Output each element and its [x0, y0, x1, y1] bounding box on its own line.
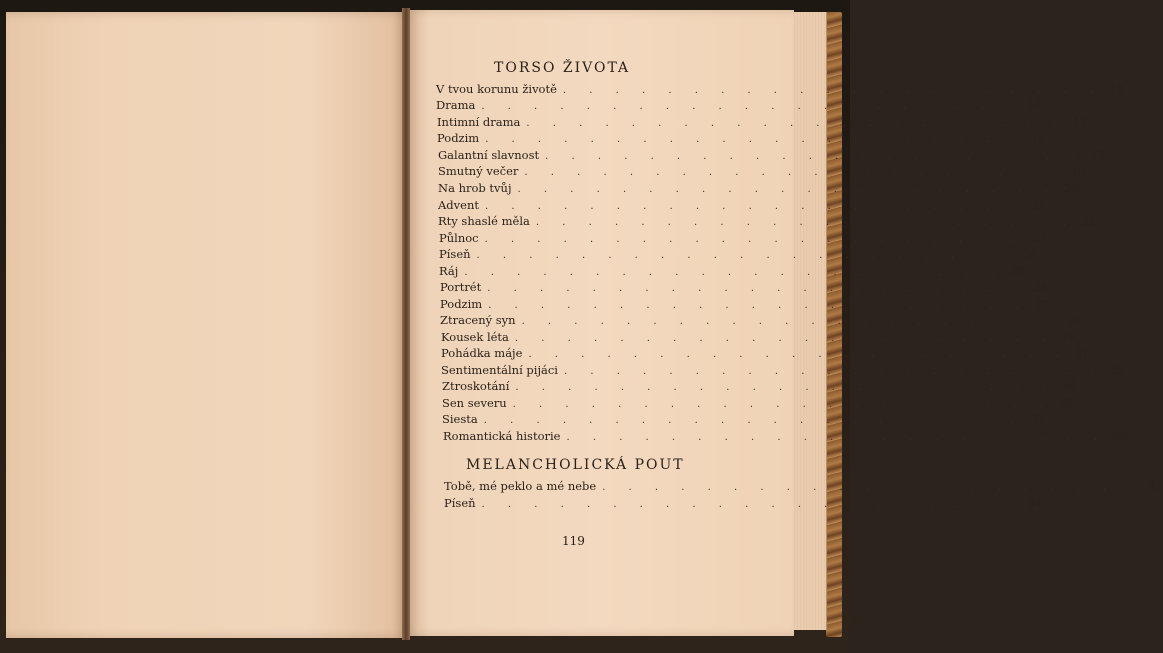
toc-leader: . . . . . . . . . . . . . . . . . . . . . — [562, 85, 1104, 96]
toc-entry-title: Sen severu — [442, 396, 507, 410]
toc-entry-title: Galantní slavnost — [438, 148, 540, 162]
toc-entry — [441, 346, 1089, 362]
toc-entry-page: 33 — [1110, 364, 1125, 377]
toc-entry-title: Rty shaslé měla — [438, 214, 530, 228]
toc-entry-page: 16 — [1031, 132, 1046, 145]
toc-entry-page: 29 — [1061, 331, 1076, 344]
toc-leader: . . . . . . . . . . . . . . . . . . . . . — [481, 101, 1022, 112]
toc-entry — [438, 181, 1078, 197]
toc-entry — [444, 496, 1042, 512]
toc-entry — [440, 280, 1048, 296]
toc-entry-page: 14 — [1027, 99, 1042, 112]
toc-leader: . . . . . . . . . . . . . . . . . . . . . — [566, 432, 1107, 443]
left-page-blank — [6, 12, 408, 638]
toc-leader: . . . . . . . . . . . . . . . . . . . . . — [545, 151, 1086, 162]
toc-entry-title: Podzim — [440, 297, 483, 311]
toc-leader: . . . . . . . . . . . . . . . . . . . . . — [515, 382, 1056, 393]
toc-entry — [442, 396, 1073, 412]
toc-entry-title: Drama — [436, 98, 476, 112]
toc-leader: . . . . . . . . . . . . . . . . . . . . . — [512, 399, 1053, 410]
toc-entry-title: Kousek léta — [441, 330, 509, 344]
toc-entry-title: Smutný večer — [438, 164, 519, 178]
toc-entry — [438, 164, 1085, 180]
toc-leader: . . . . . . . . . . . . . . . . . . . . . — [535, 217, 1077, 228]
toc-entry-page: 44 — [1027, 497, 1042, 510]
toc-leader: . . . . . . . . . . . . . . . . . . . . . — [563, 366, 1105, 377]
book-gutter — [402, 8, 410, 640]
toc-entry-title: Siesta — [442, 412, 478, 426]
toc-entry-title: V tvou korunu životě — [436, 82, 557, 96]
toc-entry-title: Tobě, mé peklo a mé nebe — [444, 479, 597, 493]
toc-entry — [438, 214, 1097, 230]
toc-entry-page: 34 — [1061, 380, 1076, 393]
toc-leader: . . . . . . . . . . . . . . . . . . . . . — [488, 300, 1029, 311]
toc-entry — [441, 330, 1076, 346]
toc-entry-page: 27 — [1034, 298, 1049, 311]
toc-entry-page: 43 — [1148, 480, 1163, 493]
toc-entry-page: 20 — [1063, 182, 1078, 195]
toc-leader: . . . . . . . . . . . . . . . . . . . . . — [528, 349, 1069, 360]
toc-leader: . . . . . . . . . . . . . . . . . . . . . — [484, 234, 1025, 245]
page-number: 119 — [562, 534, 585, 548]
toc-entry-title: Sentimentální pijáci — [441, 363, 558, 377]
toc-entry — [436, 98, 1042, 114]
toc-leader: . . . . . . . . . . . . . . . . . . . . . — [521, 316, 1062, 327]
toc-leader: . . . . . . . . . . . . . . . . . . . . . — [483, 415, 1025, 426]
toc-entry — [436, 82, 1124, 98]
toc-entry-title: Půlnoc — [439, 231, 479, 245]
toc-entry-page: 31 — [1074, 347, 1089, 360]
section-title-torso-zivota: TORSO ŽIVOTA — [494, 60, 631, 76]
toc-entry-page: 17 — [1091, 149, 1106, 162]
toc-entry — [444, 479, 1163, 495]
toc-entry-page: 21 — [1031, 199, 1046, 212]
toc-entry-title: Advent — [438, 198, 479, 212]
toc-entry-page: 28 — [1067, 314, 1082, 327]
toc-entry-title: Píseň — [439, 247, 471, 261]
toc-entry-title: Podzim — [437, 131, 480, 145]
toc-entry-page: 13 — [1109, 83, 1124, 96]
toc-entry-title: Ztroskotání — [442, 379, 510, 393]
toc-entry-title: Píseň — [444, 496, 476, 510]
toc-entry — [439, 231, 1045, 247]
toc-entry — [440, 297, 1049, 313]
toc-entry-title: Ráj — [439, 264, 459, 278]
toc-leader: . . . . . . . . . . . . . . . . . . . . . — [476, 250, 1017, 261]
toc-entry — [440, 313, 1082, 329]
toc-leader: . . . . . . . . . . . . . . . . . . . . . — [485, 201, 1026, 212]
toc-entry-title: Na hrob tvůj — [438, 181, 512, 195]
toc-leader: . . . . . . . . . . . . . . . . . . . . . — [485, 134, 1026, 145]
toc-entry — [437, 131, 1046, 147]
toc-entry-title: Ztracený syn — [440, 313, 516, 327]
toc-entry — [442, 412, 1045, 428]
toc-leader: . . . . . . . . . . . . . . . . . . . . . — [602, 482, 1143, 493]
toc-leader: . . . . . . . . . . . . . . . . . . . . . — [526, 118, 1067, 129]
toc-entry-page: 25 — [1010, 265, 1025, 278]
toc-entry-page: 39 — [1112, 430, 1127, 443]
toc-entry-page: 37 — [1030, 413, 1045, 426]
toc-entry-page: 19 — [1070, 165, 1085, 178]
toc-entry — [438, 198, 1046, 214]
toc-entry — [439, 247, 1037, 263]
toc-entry — [443, 429, 1127, 445]
toc-entry-page: 15 — [1072, 116, 1087, 129]
toc-leader: . . . . . . . . . . . . . . . . . . . . . — [517, 184, 1058, 195]
toc-leader: . . . . . . . . . . . . . . . . . . . . . — [487, 283, 1028, 294]
toc-entry — [439, 264, 1025, 280]
section-title-melancholicka-pout: MELANCHOLICKÁ POUT — [466, 457, 685, 473]
toc-leader: . . . . . . . . . . . . . . . . . . . . . — [524, 167, 1065, 178]
toc-entry-title: Pohádka máje — [441, 346, 523, 360]
toc-leader: . . . . . . . . . . . . . . . . . . . . . — [464, 267, 1005, 278]
toc-entry-title: Intimní drama — [437, 115, 521, 129]
toc-entry-page: 35 — [1059, 397, 1073, 410]
toc-leader: . . . . . . . . . . . . . . . . . . . . . — [481, 499, 1022, 510]
toc-entry — [442, 379, 1076, 395]
toc-entry-title: Portrét — [440, 280, 482, 294]
toc-entry-page: 22 — [1082, 215, 1097, 228]
toc-entry — [441, 363, 1125, 379]
toc-entry-page: 24 — [1022, 248, 1037, 261]
toc-entry-page: 23 — [1030, 232, 1045, 245]
toc-entry — [438, 148, 1106, 164]
toc-leader: . . . . . . . . . . . . . . . . . . . . . — [514, 333, 1056, 344]
toc-entry-title: Romantická historie — [443, 429, 561, 443]
toc-entry-page: 26 — [1033, 281, 1048, 294]
toc-entry — [437, 115, 1087, 131]
